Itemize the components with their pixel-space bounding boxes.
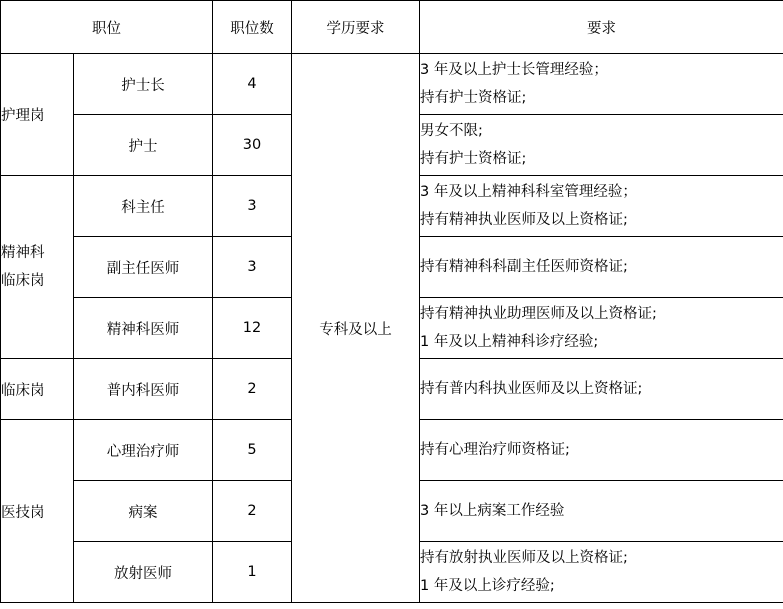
requirement-cell — [420, 481, 783, 542]
group-cell — [1, 176, 74, 359]
group-name-line: 临床岗 — [1, 382, 45, 399]
requirement-cell — [420, 298, 783, 359]
title-cell: 护士长 — [74, 54, 213, 115]
count-cell: 4 — [213, 54, 292, 115]
group-cell — [1, 54, 74, 176]
title-cell: 放射医师 — [74, 542, 213, 603]
requirement-cell — [420, 542, 783, 603]
requirement-cell — [420, 176, 783, 237]
group-name-line: 精神科 — [1, 245, 45, 261]
requirement-line: 持有放射执业医师及以上资格证; — [420, 550, 628, 566]
requirement-cell — [420, 54, 783, 115]
requirement-line: 持有精神科科副主任医师资格证; — [420, 259, 628, 275]
requirement-line: 1 年及以上诊疗经验; — [420, 578, 555, 594]
title-cell: 科主任 — [74, 176, 213, 237]
group-cell — [1, 420, 74, 603]
requirement-cell — [420, 115, 783, 176]
title-cell: 病案 — [74, 481, 213, 542]
group-name-line: 护理岗 — [1, 108, 45, 124]
title-cell: 普内科医师 — [74, 359, 213, 420]
group-name-line: 临床岗 — [1, 273, 45, 289]
table-header-row — [1, 1, 783, 54]
count-cell: 5 — [213, 420, 292, 481]
requirement-line: 持有护士资格证; — [420, 90, 527, 106]
title-cell: 精神科医师 — [74, 298, 213, 359]
title-cell: 副主任医师 — [74, 237, 213, 298]
requirement-line: 持有心理治疗师资格证; — [420, 442, 570, 458]
requirement-line: 持有精神执业助理医师及以上资格证; — [420, 306, 657, 322]
requirement-line: 男女不限; — [420, 123, 483, 139]
count-cell: 2 — [213, 481, 292, 542]
requirement-cell — [420, 237, 783, 298]
header-education: 学历要求 — [292, 1, 420, 54]
requirement-cell — [420, 420, 783, 481]
requirement-line: 1 年及以上精神科诊疗经验; — [420, 334, 599, 350]
count-cell: 30 — [213, 115, 292, 176]
requirement-line: 持有普内科执业医师及以上资格证; — [420, 381, 643, 397]
header-requirement: 要求 — [420, 1, 783, 54]
count-cell: 3 — [213, 237, 292, 298]
requirement-line: 持有精神执业医师及以上资格证; — [420, 212, 628, 228]
title-cell: 心理治疗师 — [74, 420, 213, 481]
count-cell: 1 — [213, 542, 292, 603]
group-cell — [1, 359, 74, 420]
count-cell: 2 — [213, 359, 292, 420]
count-cell: 3 — [213, 176, 292, 237]
requirement-cell — [420, 359, 783, 420]
group-name-line: 医技岗 — [1, 504, 45, 521]
requirement-line: 3 年及以上精神科科室管理经验； — [420, 184, 637, 200]
header-count: 职位数 — [213, 1, 292, 54]
requirement-line: 3 年及以上护士长管理经验； — [420, 62, 608, 78]
table-row — [1, 54, 783, 115]
requirement-line: 3 年以上病案工作经验 — [420, 503, 565, 519]
education-cell: 专科及以上 — [292, 54, 420, 603]
count-cell: 12 — [213, 298, 292, 359]
title-cell: 护士 — [74, 115, 213, 176]
requirement-line: 持有护士资格证; — [420, 151, 527, 167]
header-position: 职位 — [1, 1, 213, 54]
